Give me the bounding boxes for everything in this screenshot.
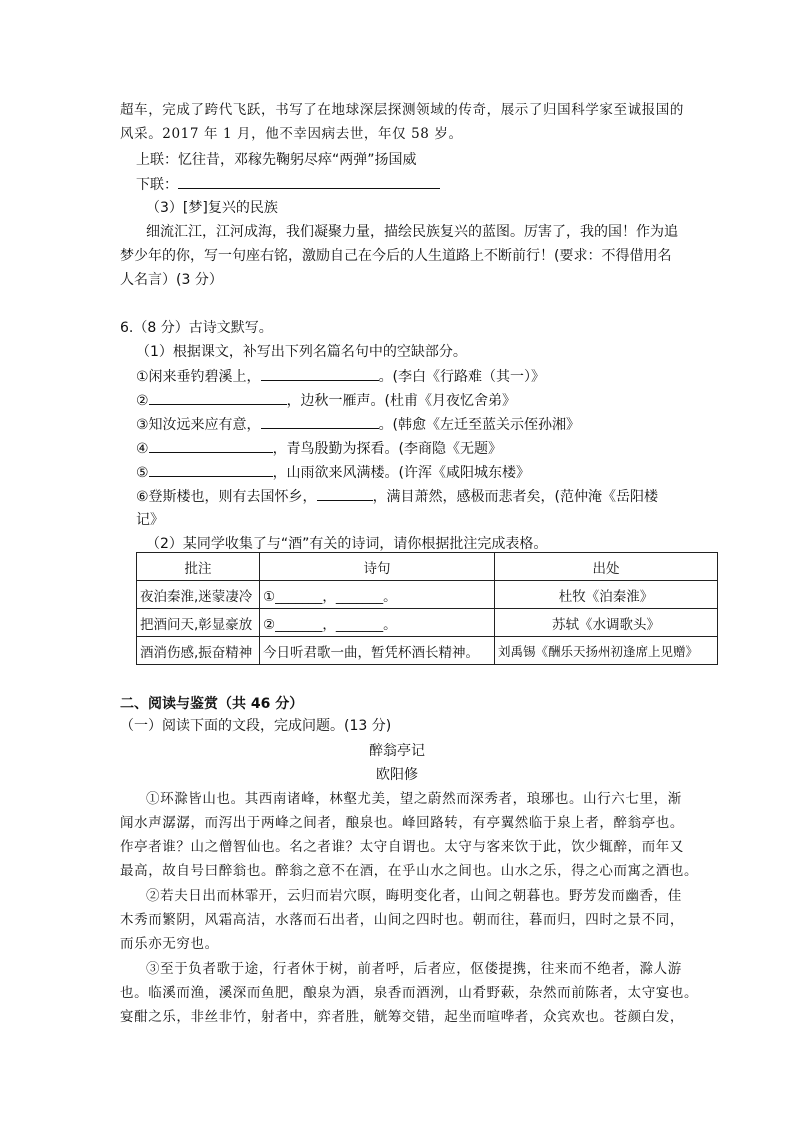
item-prefix: ②	[136, 393, 149, 409]
table-cell-source: 杜牧《泊秦淮》	[495, 581, 718, 609]
couplet-down	[136, 174, 440, 195]
answer-blank[interactable]	[261, 414, 379, 429]
answer-blank[interactable]	[149, 462, 273, 477]
answer-blank[interactable]	[149, 438, 273, 453]
essay-author: 欧阳修	[376, 767, 418, 783]
item-prefix: ⑥登斯楼也，则有去国怀乡，	[136, 489, 317, 505]
table-row	[137, 609, 718, 637]
item-suffix: 。(李白《行路难（其一）》	[378, 369, 546, 385]
essay-line: 最高，故自号曰醉翁也。醉翁之意不在酒，在乎山水之间也。山水之乐，得之心而寓之酒也。	[120, 863, 699, 879]
answer-blank[interactable]	[149, 390, 287, 405]
poem-item-2	[136, 390, 516, 411]
table-cell-note: 把酒问天,彰显豪放	[137, 609, 260, 637]
table-cell-poem[interactable]: ②_______，_______。	[260, 609, 495, 637]
couplet-up: 上联：忆往昔，邓稼先鞠躬尽瘁“两弹”扬国威	[136, 152, 417, 168]
text-line: 梦少年的你，写一句座右铭，激励自己在今后的人生道路上不断前行！(要求：不得借用名	[120, 248, 672, 264]
essay-line: 而乐亦无穷也。	[120, 936, 219, 952]
essay-title: 醉翁亭记	[369, 743, 425, 759]
table-cell-source: 苏轼《水调歌头》	[495, 609, 718, 637]
essay-line: 闻水声潺潺，而泻出于两峰之间者，酿泉也。峰回路转，有亭翼然临于泉上者，醉翁亭也。	[120, 815, 684, 831]
answer-blank[interactable]	[261, 366, 379, 381]
table-cell-poem[interactable]: ①_______，_______。	[260, 581, 495, 609]
table-row	[137, 637, 718, 665]
answer-blank[interactable]	[178, 174, 440, 189]
answer-blank[interactable]	[317, 486, 373, 501]
wine-poems-table	[136, 552, 718, 665]
essay-line: 也。临溪而渔，溪深而鱼肥，酿泉为酒，泉香而酒洌，山肴野蔌，杂然而前陈者，太守宴也。	[120, 985, 699, 1001]
section-heading: 二、阅读与鉴赏（共 46 分）	[120, 696, 304, 712]
item-prefix: ④	[136, 441, 149, 457]
table-cell-poem: 今日听君歌一曲，暂凭杯酒长精神。	[260, 637, 495, 665]
poem-item-5	[136, 462, 530, 483]
text-line: 风采。2017 年 1 月，他不幸因病去世，年仅 58 岁。	[120, 126, 463, 142]
text-line: 记》	[136, 512, 164, 528]
table-header-row	[137, 553, 718, 581]
question-6-sub2: （2）某同学收集了与“酒”有关的诗词，请你根据批注完成表格。	[146, 536, 548, 552]
essay-line: ③至于负者歌于途，行者休于树，前者呼，后者应，伛偻提携，往来而不绝者，滁人游	[146, 961, 682, 977]
essay-line: ②若夫日出而林霏开，云归而岩穴暝，晦明变化者，山间之朝暮也。野芳发而幽香，佳	[146, 888, 682, 904]
poem-item-4	[136, 438, 502, 459]
essay-line: 宴酣之乐，非丝非竹，射者中，弈者胜，觥筹交错，起坐而喧哗者，众宾欢也。苍颜白发，	[120, 1009, 684, 1025]
poem-item-6	[136, 486, 658, 507]
item-suffix: ，山雨欲来风满楼。(许浑《咸阳城东楼》	[272, 465, 531, 481]
table-cell-note: 酒消伤感,振奋精神	[137, 637, 260, 665]
table-cell-note: 夜泊秦淮,迷蒙凄冷	[137, 581, 260, 609]
text-line: 超车，完成了跨代飞跃，书写了在地球深层探测领域的传奇，展示了归国科学家至诚报国的	[120, 102, 684, 118]
question-6-sub1: （1）根据课文，补写出下列名篇名句中的空缺部分。	[136, 344, 467, 360]
item-suffix: ，青鸟殷勤为探看。(李商隐《无题》	[272, 441, 503, 457]
column-header: 出处	[495, 553, 718, 581]
couplet-down-label: 下联：	[136, 177, 178, 193]
essay-line: 作亭者谁？山之僧智仙也。名之者谁？太守自谓也。太守与客来饮于此，饮少辄醉，而年又	[120, 839, 684, 855]
poem-item-3	[136, 414, 580, 435]
item-suffix: ，边秋一雁声。(杜甫《月夜忆舍弟》	[286, 393, 517, 409]
item-prefix: ③知汝远来应有意，	[136, 417, 261, 433]
column-header: 诗句	[260, 553, 495, 581]
item-prefix: ①闲来垂钓碧溪上，	[136, 369, 261, 385]
item-prefix: ⑤	[136, 465, 149, 481]
table-cell-source: 刘禹锡《酬乐天扬州初逢席上见赠》	[495, 637, 718, 665]
essay-line: ①环滁皆山也。其西南诸峰，林壑尤美，望之蔚然而深秀者，琅琊也。山行六七里，渐	[146, 791, 682, 807]
text-line: 细流汇江，江河成海，我们凝聚力量，描绘民族复兴的蓝图。厉害了，我的国！作为追	[146, 224, 678, 240]
item-suffix: ，满目萧然，感极而悲者矣，(范仲淹《岳阳楼	[372, 489, 659, 505]
essay-line: 木秀而繁阴，风霜高洁，水落而石出者，山间之四时也。朝而往，暮而归，四时之景不同，	[120, 912, 684, 928]
item-suffix: 。(韩愈《左迁至蓝关示侄孙湘》	[378, 417, 581, 433]
table-row	[137, 581, 718, 609]
question-6-title: 6.（8 分）古诗文默写。	[120, 320, 273, 336]
item3-title: （3）[梦]复兴的民族	[146, 200, 278, 216]
column-header: 批注	[137, 553, 260, 581]
text-line: 人名言）(3 分）	[120, 272, 223, 288]
reading-part-title: （一）阅读下面的文段，完成问题。(13 分)	[120, 718, 392, 734]
poem-item-1	[136, 366, 545, 387]
